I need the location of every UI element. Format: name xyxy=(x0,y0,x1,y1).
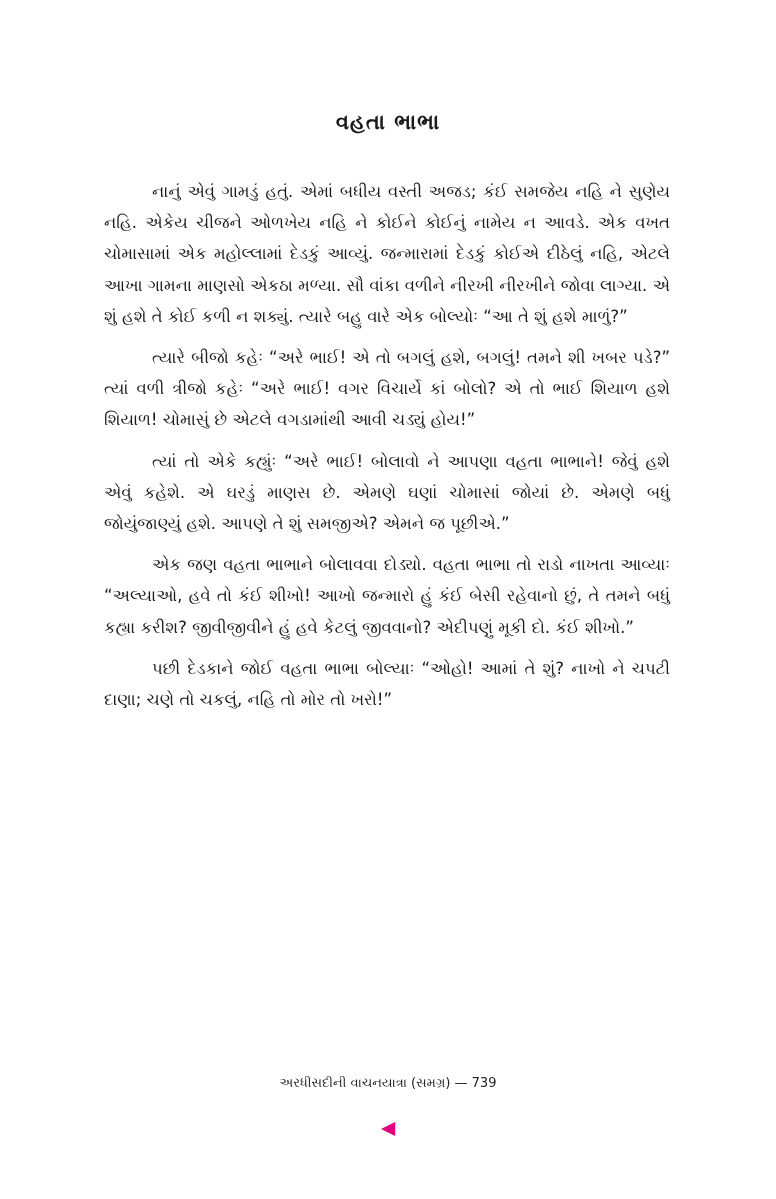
paragraph: પછી દેડકાને જોઈ વહતા ભાભા બોલ્યાઃ “ઓહો! આમાં તે શું? નાખો ને ચપટી દાણા; ચણે તો ચકલું, નહિ તો મોર તો ખરો!” xyxy=(104,658,670,710)
paragraph: નાનું એવું ગામડું હતું. એમાં બધીય વસ્તી અજડ; કંઈ સમજેય નહિ ને સુણેય નહિ. એકેય ચીજને ઓળખેય નહિ ને કોઈને કોઈનું નામેય ન આવડે. એક વખત ચોમાસામાં એક મહોલ્લામાં દેડકું આવ્યું. જન્મારામાં દેડકું કોઈએ દીઠેલું નહિ, એટલે આખા ગામના માણસો એકઠા મળ્યા. સૌ વાંકા વળીને નીરખી નીરખીને જોવા લાગ્યા. એ શું હશે તે કોઈ કળી ન શક્યું. ત્યારે બહુ વારે એક બોલ્યોઃ “આ તે શું હશે માળું?” xyxy=(104,182,670,326)
paragraph: ત્યાં તો એકે કહ્યુંઃ “અરે ભાઈ! બોલાવો ને આપણા વહતા ભાભાને! જેવું હશે એવું કહેશે. એ ઘરડું માણસ છે. એમણે ઘણાં ચોમાસાં જોયાં છે. એમણે બધું જોયુંજાણ્યું હશે. આપણે તે શું સમજીએ? એમને જ પૂછીએ.” xyxy=(104,451,670,534)
page-footer: અરધીસદીની વાચનયાત્રા (સમગ્ર) — 739 xyxy=(279,1076,497,1091)
story-body xyxy=(104,176,670,725)
page-title: વહતા ભાભા xyxy=(335,110,441,134)
paragraph: એક જણ વહતા ભાભાને બોલાવવા દોડ્યો. વહતા ભાભા તો રાડો નાખતા આવ્યાઃ “અલ્યાઓ, હવે તો કંઈ શીખો! આખો જન્મારો હું કંઈ બેસી રહેવાનો છું, તે તમને બધું કહ્યા કરીશ? જીવીજીવીને હું હવે કેટલું જીવવાનો? એદીપણું મૂકી દો. કંઈ શીખો.” xyxy=(104,555,670,637)
previous-page-arrow-icon[interactable] xyxy=(381,1122,395,1136)
paragraph: ત્યારે બીજો કહેઃ “અરે ભાઈ! એ તો બગલું હશે, બગલું! તમને શી ખબર પડે?” ત્યાં વળી ત્રીજો કહેઃ “અરે ભાઈ! વગર વિચાર્યે કાં બોલો? એ તો ભાઈ શિયાળ હશે શિયાળ! ચોમાસું છે એટલે વગડામાંથી આવી ચડ્યું હોય!” xyxy=(104,348,670,430)
